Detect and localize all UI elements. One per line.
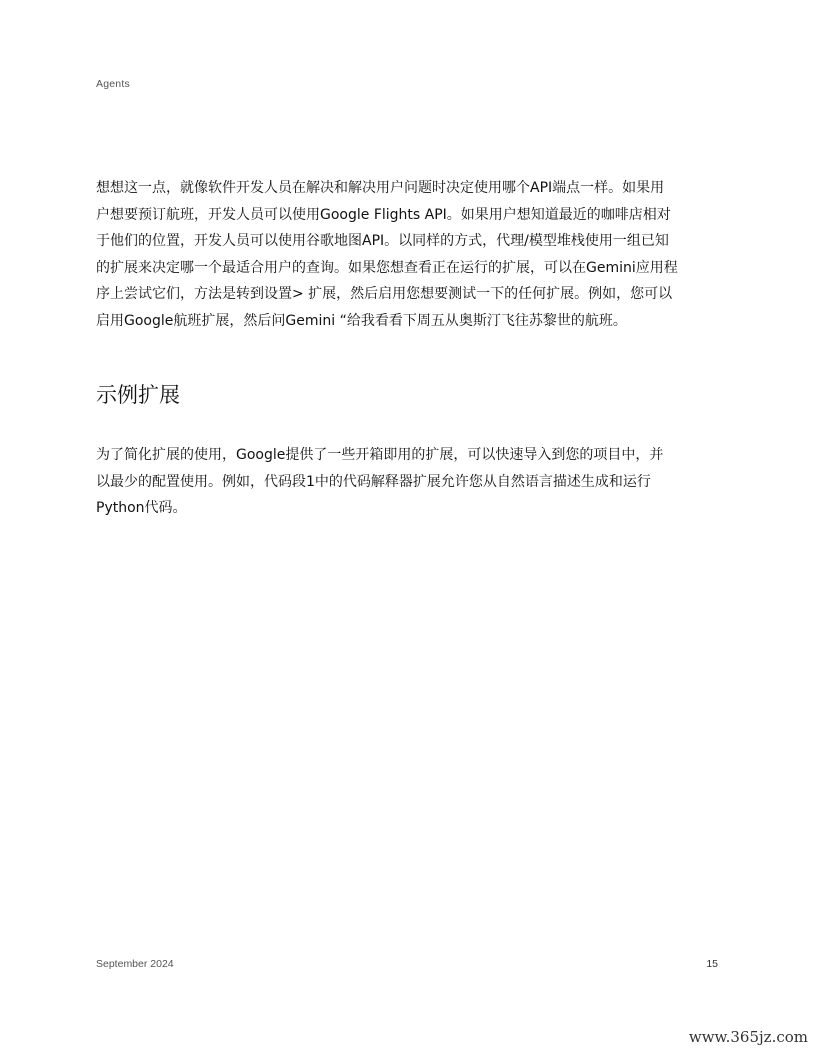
- paragraph-extensions-analogy: [96, 175, 720, 334]
- paragraph-line: 为了简化扩展的使用，Google提供了一些开箱即用的扩展，可以快速导入到您的项目中，并: [96, 447, 664, 463]
- paragraph-line: 序上尝试它们，方法是转到设置> 扩展，然后启用您想要测试一下的任何扩展。例如，您可以: [96, 286, 673, 302]
- site-watermark: www.365jz.com: [688, 1028, 808, 1046]
- paragraph-line: 想想这一点，就像软件开发人员在解决和解决用户问题时决定使用哪个API端点一样。如果用: [96, 180, 665, 196]
- paragraph-line: 的扩展来决定哪一个最适合用户的查询。如果您想查看正在运行的扩展，可以在Gemini应用程: [96, 259, 678, 276]
- section-heading: 示例扩展: [96, 383, 180, 407]
- paragraph-line: Python代码。: [96, 500, 187, 516]
- paragraph-sample-extensions: [96, 442, 720, 522]
- paragraph-line: 户想要预订航班，开发人员可以使用Google Flights API。如果用户想知道最近的咖啡店相对: [96, 206, 671, 223]
- footer-date: September 2024: [96, 958, 174, 970]
- paragraph-line: 于他们的位置，开发人员可以使用谷歌地图API。以同样的方式，代理/模型堆栈使用一组已知: [96, 233, 669, 249]
- page-body: [96, 175, 720, 522]
- running-header: Agents: [96, 78, 130, 90]
- paragraph-line: 启用Google航班扩展，然后问Gemini “给我看看下周五从奥斯汀飞往苏黎世的航班。: [96, 312, 627, 329]
- page-number: 15: [706, 958, 718, 970]
- paragraph-line: 以最少的配置使用。例如，代码段1中的代码解释器扩展允许您从自然语言描述生成和运行: [96, 473, 651, 490]
